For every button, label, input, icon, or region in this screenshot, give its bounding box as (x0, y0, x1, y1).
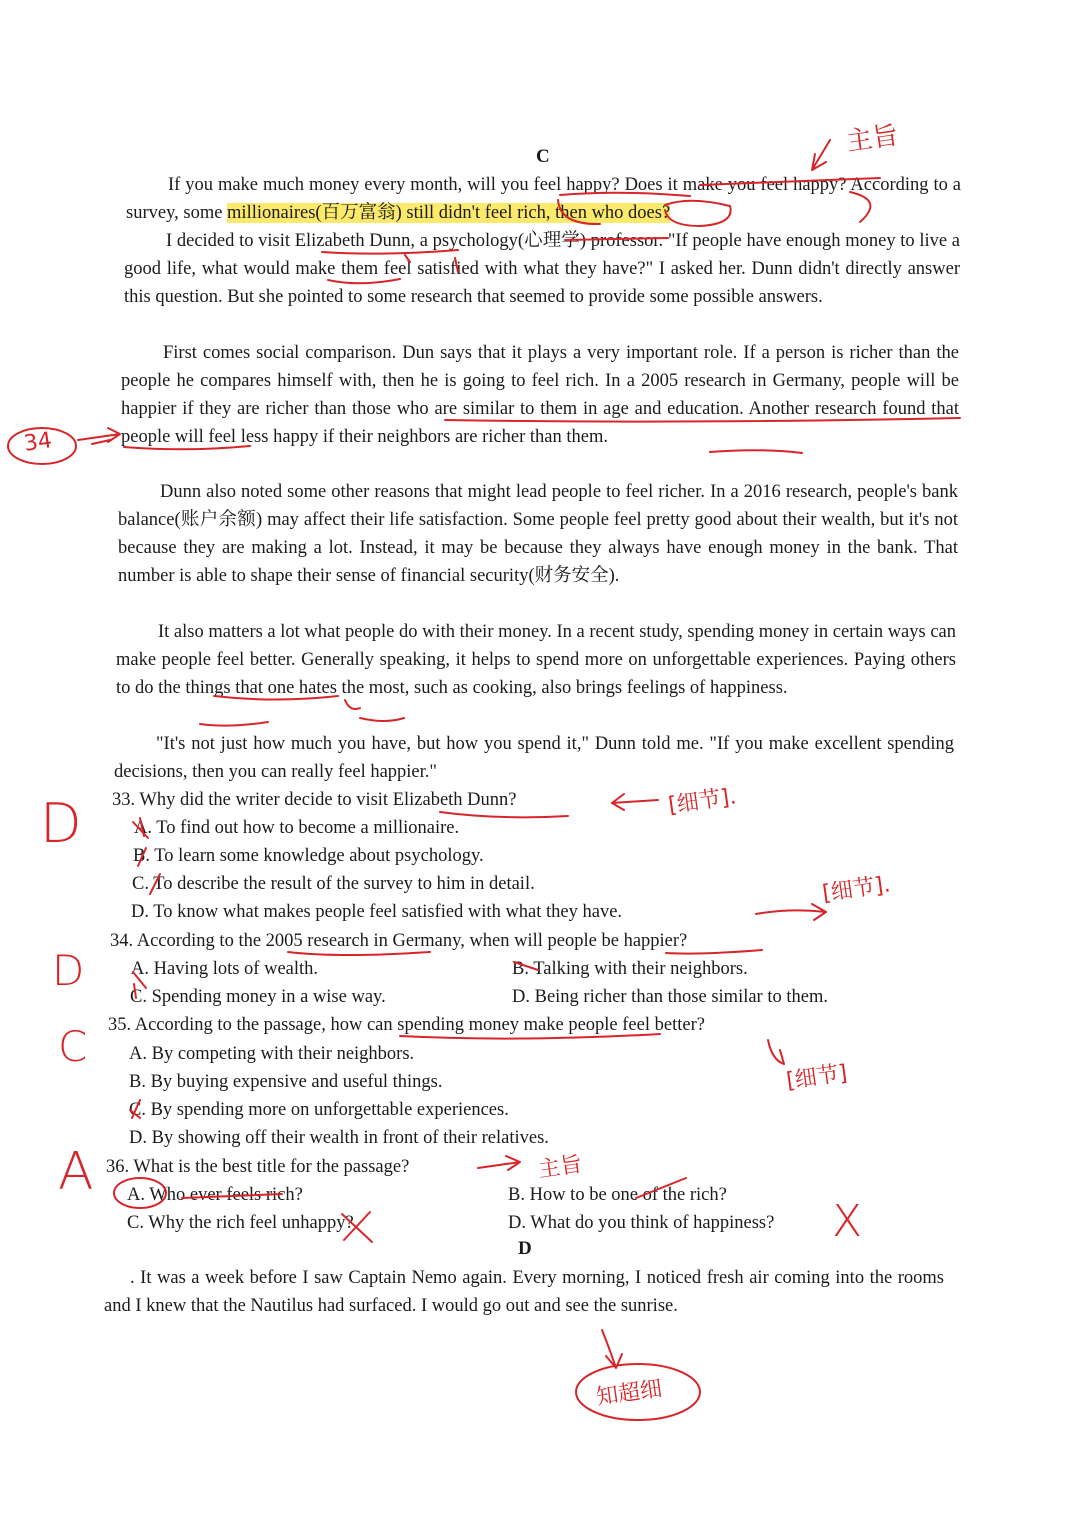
question-34-stem: 34. According to the 2005 research in Germany, when will people be happier? (110, 931, 688, 951)
q36-option-a: A. Who ever feels rich? (127, 1185, 303, 1205)
main-idea-note-q36: 主旨 (536, 1152, 584, 1183)
q35-option-d: D. By showing off their wealth in front of their relatives. (129, 1128, 549, 1148)
passage-c-paragraph-4: Dunn also noted some other reasons that might lead people to feel richer. In a 2016 research, people's bank balance(账户余额) may affect their life satisfaction. Some people feel pretty good about their wealth, but it's not because they are making a lot. Instead, it may be because they always have enough money in the bank. That number is able to shape their sense of financial security(财务安全). (118, 482, 958, 586)
cross-mark-q36-d: X (832, 1196, 863, 1247)
passage-c-paragraph-2: I decided to visit Elizabeth Dunn, a psychology(心理学) professor. "If people have enough money to live a good life, what would make them feel satisfied with what they have?" I asked her. Dunn didn't directly answer this question. But she pointed to some research that seemed to provide some possible answers. (124, 231, 960, 307)
q35-option-a: A. By competing with their neighbors. (129, 1044, 415, 1064)
q33-option-b: B. To learn some knowledge about psychology. (133, 846, 484, 866)
question-33-stem: 33. Why did the writer decide to visit Elizabeth Dunn? (112, 790, 517, 810)
arrow-bottom (602, 1330, 622, 1368)
arrow-q33 (612, 794, 658, 810)
detail-note-q33: [细节]. (666, 784, 738, 819)
passage-c-paragraph-6: "It's not just how much you have, but how you spend it," Dunn told me. "If you make excellent spending decisions, then you can really feel happier." (114, 734, 954, 782)
passage-d-paragraph-1: . It was a week before I saw Captain Nemo again. Every morning, I noticed fresh air coming into the rooms and I knew that the Nautilus had surfaced. I would go out and see the sunrise. (104, 1268, 944, 1316)
detail-note-q34: [细节]. (820, 872, 892, 907)
q34-circle-label: 34 (22, 428, 54, 457)
q36-option-d: D. What do you think of happiness? (508, 1213, 775, 1233)
q33-option-d: D. To know what makes people feel satisfied with what they have. (131, 902, 623, 922)
arrow-34 (78, 428, 120, 444)
q34-option-d: D. Being richer than those similar to them. (512, 987, 828, 1007)
underline-paying (200, 700, 404, 726)
bottom-note: 知超细 (594, 1376, 664, 1411)
q36-option-b: B. How to be one of the rich? (508, 1185, 727, 1205)
answer-q36: A (58, 1142, 94, 1202)
q34-option-c: C. Spending money in a wise way. (130, 987, 386, 1007)
passage-c-paragraph-1 (126, 171, 961, 227)
arrow-q34 (756, 904, 826, 920)
answer-q33: D (40, 792, 82, 855)
q35-option-c: C. By spending more on unforgettable experiences. (129, 1100, 509, 1120)
q35-option-b: B. By buying expensive and useful things. (129, 1072, 443, 1092)
section-c-heading: C (536, 146, 550, 167)
question-35-stem: 35. According to the passage, how can spending money make people feel better? (108, 1015, 705, 1035)
paragraph-1-text: If you make much money every month, will you feel happy? Does it make you feel happy? According to a survey, some (126, 175, 961, 223)
answer-q34: D (52, 946, 85, 995)
section-d-heading: D (518, 1238, 532, 1259)
question-36-stem: 36. What is the best title for the passage? (106, 1157, 410, 1177)
highlighted-text: millionaires(百万富翁) still didn't feel rich, then who does? (227, 203, 671, 223)
answer-q35: C (58, 1022, 88, 1071)
arrow-top (812, 140, 830, 170)
arrow-q35 (768, 1040, 784, 1064)
q33-option-a: A. To find out how to become a millionaire. (134, 818, 460, 838)
main-idea-note-top: 主旨 (844, 120, 901, 158)
detail-note-q35: [细节] (784, 1060, 849, 1095)
passage-c-paragraph-3: First comes social comparison. Dun says that it plays a very important role. If a person is richer than the people he compares himself with, then he is going to feel rich. In a 2005 research in Germany, people will be happier if they are richer than those who are similar to them in age and education. Another research found that people will feel less happy if their neighbors are richer than them. (121, 343, 959, 447)
q36-option-c: C. Why the rich feel unhappy? (127, 1213, 354, 1233)
passage-c-paragraph-5: It also matters a lot what people do with their money. In a recent study, spending money in certain ways can make people feel better. Generally speaking, it helps to spend more on unforgettable experiences. Paying others to do the things that one hates the most, such as cooking, also brings feelings of happiness. (116, 622, 957, 698)
q34-option-b: B. Talking with their neighbors. (512, 959, 748, 979)
q34-option-a: A. Having lots of wealth. (131, 959, 319, 979)
arrow-q36 (478, 1156, 520, 1170)
q33-option-c: C. To describe the result of the survey to him in detail. (132, 874, 535, 894)
